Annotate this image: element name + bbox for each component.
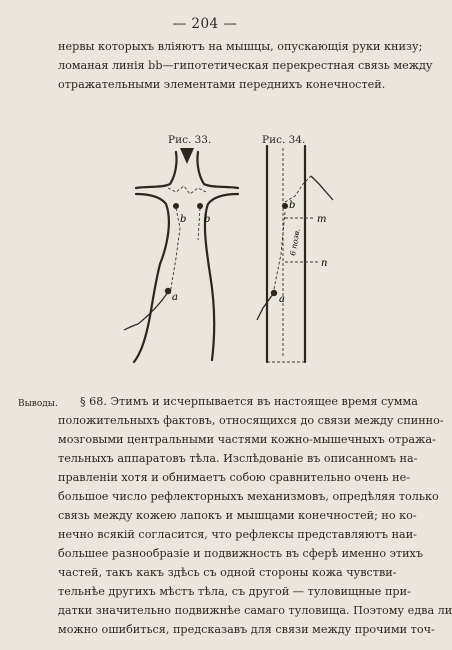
intro-paragraph <box>58 37 433 94</box>
text-line: тельнѣе другихъ мѣстъ тѣла, съ другой — туловищные при- <box>58 585 411 598</box>
label-m: m <box>317 214 327 225</box>
vertebra-label: 6 позв. <box>288 227 302 257</box>
text-line: нечно всякій согласится, что рефлексы представляютъ наи- <box>58 528 417 541</box>
text-line: можно ошибиться, предсказавъ для связи между прочими точ- <box>58 623 435 636</box>
figure-33-diagram <box>118 148 258 368</box>
text-line: ломаная линія bb—гипотетическая перекрестная связь между <box>58 59 433 72</box>
text-line: большое число рефлекторныхъ механизмовъ, опредѣляя только <box>58 490 439 503</box>
page-number: — 204 — <box>172 16 238 32</box>
text-line: тельныхъ аппаратовъ тѣла. Изслѣдованіе въ описанномъ на- <box>58 452 418 465</box>
section-68-paragraph <box>58 392 452 639</box>
text-line: положительныхъ фактовъ, относящихся до связи между спинно- <box>58 414 444 427</box>
label-b-left: b <box>180 214 187 225</box>
label-n: n <box>321 258 328 269</box>
margin-note: Выводы. <box>18 399 58 409</box>
text-line: частей, такъ какъ здѣсь съ одной стороны кожа чувстви- <box>58 566 397 579</box>
text-line: мозговыми центральными частями кожно-мышечныхъ отража- <box>58 433 436 446</box>
apex-marker <box>180 148 194 164</box>
figure-34-caption: Рис. 34. <box>262 134 306 146</box>
label-b: b <box>289 200 296 211</box>
text-line: нервы которыхъ вліяютъ на мышцы, опускающія руки книзу; <box>58 40 423 53</box>
text-line: отражательными элементами переднихъ конечностей. <box>58 78 386 91</box>
text-line: правленіи хотя и обнимаетъ собою сравнительно очень не- <box>58 471 411 484</box>
text-line: § 68. Этимъ и исчерпывается въ настоящее время сумма <box>80 395 418 408</box>
label-a: a <box>172 292 178 303</box>
label-a: a <box>279 294 285 305</box>
label-b-right: b <box>204 214 211 225</box>
figure-34-diagram <box>255 144 355 369</box>
text-line: большее разнообразіе и подвижность въ сферѣ именно этихъ <box>58 547 423 560</box>
figure-33-caption: Рис. 33. <box>168 134 212 146</box>
text-line: связь между кожею лапокъ и мышцами конечностей; но ко- <box>58 509 417 522</box>
text-line: датки значительно подвижнѣе самаго туловища. Поэтому едва ли <box>58 604 452 617</box>
